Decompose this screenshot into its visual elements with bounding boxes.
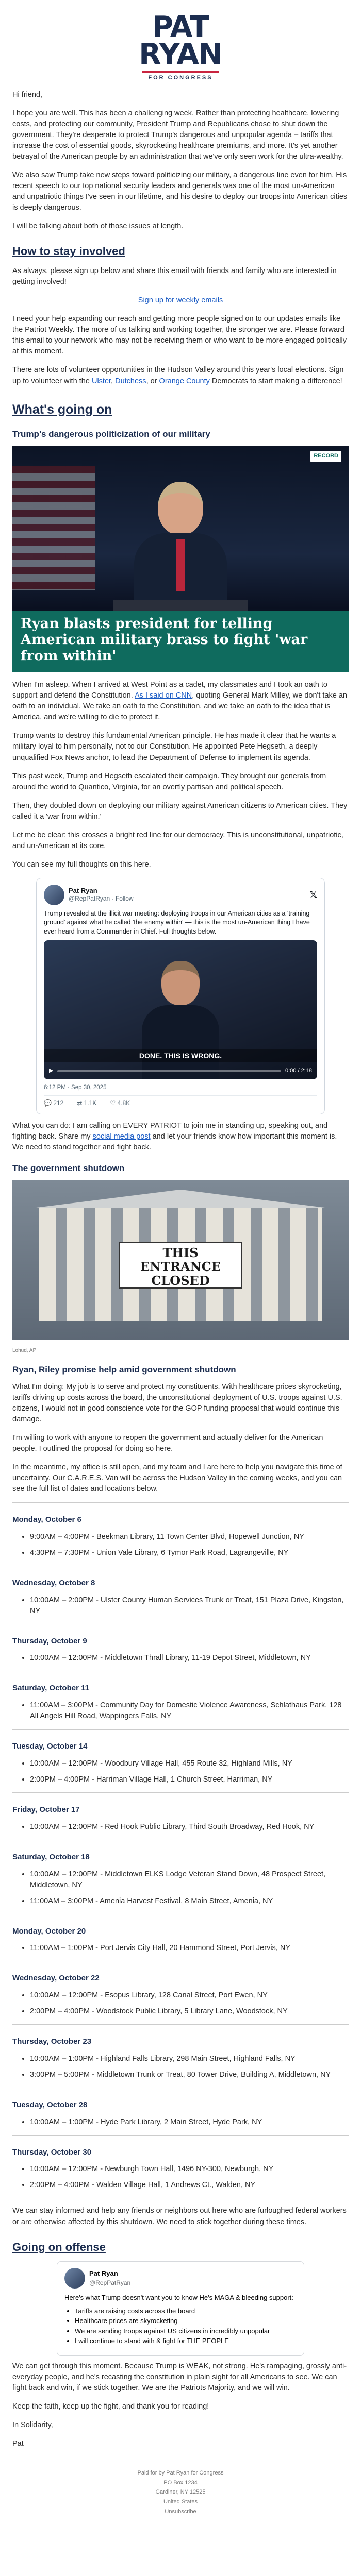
- event-list: [12, 1758, 349, 1785]
- event-list: [12, 2054, 349, 2080]
- shutdown-closing-paragraph: We can stay informed and help any friends or neighbors out here who are furloughed federal workers or are otherwise affected by this shutdown. We need to stick together during these times.: [12, 2207, 347, 2226]
- shutdown-image-caption: Ryan, Riley promise help amid government shutdown: [12, 1365, 236, 1375]
- shutdown-subheading: The government shutdown: [12, 1163, 125, 1174]
- campaign-logo: [0, 0, 361, 90]
- x-logo-icon[interactable]: 𝕏: [309, 889, 317, 900]
- orange-county-link[interactable]: Orange County: [159, 377, 210, 385]
- military-text-b: , quoting General Mark Milley, we don't take an oath to an individual. We take an oath to the Constitution, and we take an oath to the idea that is America, and we're willing to die to protect it.: [12, 691, 347, 722]
- whats-going-on-heading: What's going on: [12, 402, 112, 417]
- speaker-head: [158, 482, 203, 535]
- intro-paragraph-3: I will be talking about both of those issues at length.: [12, 222, 184, 231]
- event-day-heading: Thursday, October 9: [12, 1636, 87, 1646]
- military-paragraph-1: [12, 680, 349, 723]
- military-subheading: Trump's dangerous politicization of our military: [12, 429, 210, 439]
- event-list: [12, 2117, 349, 2128]
- video-progress-bar[interactable]: [57, 1070, 281, 1072]
- footer-country: United States: [163, 2499, 198, 2505]
- cares-van-schedule: [12, 1502, 349, 2198]
- event-list: [12, 1595, 349, 1617]
- cnn-link[interactable]: As I said on CNN: [135, 691, 192, 700]
- post-bullet: • I will continue to stand with & fight for THE PEOPLE: [75, 2336, 297, 2346]
- tweet-timestamp[interactable]: 6:12 PM · Sep 30, 2025: [44, 1084, 107, 1091]
- divider: [12, 2024, 349, 2025]
- embedded-tweet[interactable]: [36, 878, 325, 1115]
- post-author-name[interactable]: Pat Ryan: [89, 2269, 118, 2278]
- event-day-heading: Tuesday, October 14: [12, 1742, 88, 1751]
- tweet-header: [44, 885, 317, 905]
- speaker-tie: [176, 539, 185, 591]
- trump-speech-image[interactable]: [12, 446, 349, 672]
- tweet-avatar[interactable]: [44, 885, 64, 905]
- event-item: • 10:00AM – 1:00PM - Highland Falls Library, 298 Main Street, Highland Falls, NY: [30, 2054, 349, 2064]
- shutdown-paragraph-3: In the meantime, my office is still open, and my team and I are here to help you navigate this time of uncertainty. Our C.A.R.E.S. Van will be across the Hudson Valley in the coming weeks, and you can see the full list of dates and locations below.: [12, 1463, 342, 1494]
- footer-address-2: Gardiner, NY 12525: [155, 2489, 206, 2496]
- post-text: [64, 2293, 297, 2346]
- offense-paragraph-2: Keep the faith, keep up the fight, and thank you for reading!: [12, 2402, 209, 2411]
- event-list: [12, 1700, 349, 1722]
- logo-subtitle: FOR CONGRESS: [148, 75, 213, 81]
- event-item: • 9:00AM – 4:00PM - Beekman Library, 11 Town Center Blvd, Hopewell Junction, NY: [30, 1532, 349, 1543]
- greeting: Hi friend,: [12, 91, 43, 99]
- volunteer-text-c: , or: [146, 377, 159, 385]
- ulster-link[interactable]: Ulster: [91, 377, 111, 385]
- event-item: • 10:00AM – 12:00PM - Woodbury Village Hall, 455 Route 32, Highland Mills, NY: [30, 1758, 349, 1769]
- volunteer-text-b: ,: [111, 377, 116, 385]
- event-item: • 10:00AM – 12:00PM - Middletown ELKS Lodge Veteran Stand Down, 48 Prospect Street, Middletown, NY: [30, 1869, 349, 1891]
- volunteer-text-a: There are lots of volunteer opportunities in the Hudson Valley around this year's local elections. Sign up to volunteer with the: [12, 366, 344, 385]
- volunteer-text-d: Democrats to start making a difference!: [209, 377, 342, 385]
- video-time: 0:00 / 2:18: [285, 1067, 312, 1074]
- divider: [12, 1792, 349, 1793]
- post-bullet-list: [64, 2306, 297, 2346]
- post-avatar[interactable]: [64, 2268, 85, 2289]
- post-author: [89, 2269, 130, 2287]
- capitol-pediment: [32, 1190, 329, 1208]
- shutdown-paragraph-2: I'm willing to work with anyone to reopen the government and actually deliver for the American people. I outlined the proposal for doing so here.: [12, 1434, 323, 1453]
- shutdown-paragraph-1: What I'm doing: My job is to serve and protect my constituents. With healthcare prices skyrocketing, tariffs driving up costs across the board, the unconstitutional deployment of U.S. troops against U.S. citizens, I would not in good conscience vote for the GOP funding proposal that would continue this damage.: [12, 1383, 342, 1424]
- military-paragraph-6: You can see my full thoughts on this here.: [12, 860, 151, 869]
- event-item: • 10:00AM – 2:00PM - Ulster County Human Services Trunk or Treat, 151 Plaza Drive, Kingston, NY: [30, 1595, 349, 1617]
- embedded-social-post[interactable]: [57, 2261, 304, 2356]
- reply-button[interactable]: [44, 1099, 63, 1108]
- event-item: • 10:00AM – 12:00PM - Red Hook Public Library, Third South Broadway, Red Hook, NY: [30, 1822, 349, 1833]
- heart-icon: ♡: [110, 1099, 116, 1107]
- cta-text-b: and let your friends know how important this moment is. We need to stand together and fight back.: [12, 1132, 337, 1152]
- event-day-heading: Saturday, October 11: [12, 1684, 89, 1693]
- offense-paragraph-1: We can get through this moment. Because Trump is WEAK, not strong. He's rampaging, grossly anti-everyday people, and he's recasting the constitution in plain sight for all Americans to see. We can fight back and win, if we stick together. We are the Patriots Majority, and we will win.: [12, 2362, 347, 2392]
- event-day-heading: Thursday, October 30: [12, 2147, 92, 2157]
- footer-address-1: PO Box 1234: [163, 2479, 198, 2486]
- sign-line-2: ENTRANCE: [140, 1259, 221, 1274]
- event-list: [12, 1869, 349, 1907]
- military-paragraph-2: Trump wants to destroy this fundamental American principle. He has made it clear that he wants a military loyal to him personally, not to our Constitution. He appointed Pete Hegseth, a deeply unqualified Fox News anchor, to lead the Department of Defense to implement its agenda.: [12, 732, 336, 762]
- sign-line-1: THIS: [162, 1245, 199, 1260]
- footer-paid-for: Paid for by Pat Ryan for Congress: [137, 2470, 224, 2476]
- event-item: • 2:00PM – 4:00PM - Harriman Village Hall, 1 Church Street, Harriman, NY: [30, 1774, 349, 1785]
- unsubscribe-link[interactable]: Unsubscribe: [165, 2508, 196, 2515]
- military-paragraph-5: Let me be clear: this crosses a bright red line for our democracy. This is unconstitutional, unpatriotic, and un-American at its core.: [12, 831, 343, 850]
- post-author-handle[interactable]: @RepPatRyan: [89, 2279, 131, 2287]
- divider: [12, 2135, 349, 2136]
- event-item: • 2:00PM – 4:00PM - Walden Village Hall, 1 Andrews Ct., Walden, NY: [30, 2180, 349, 2191]
- event-day-heading: Friday, October 17: [12, 1805, 80, 1815]
- tweet-handle[interactable]: @RepPatRyan · Follow: [69, 895, 134, 903]
- military-call-to-action: [12, 1121, 349, 1153]
- reply-icon: 💬: [44, 1099, 52, 1107]
- tweet-text: Trump revealed at the illicit war meeting: deploying troops in our American cities as a 'training ground' against what he called 'the enemy within' — this is the most un-American thing I have ever heard from a Commander in Chief. Full thoughts below.: [44, 909, 310, 935]
- stay-involved-paragraph-1: As always, please sign up below and share this email with friends and family who are interested in getting involved!: [12, 267, 337, 286]
- event-list: [12, 1532, 349, 1558]
- post-bullet: • Healthcare prices are skyrocketing: [75, 2316, 297, 2326]
- email-footer: [0, 2457, 361, 2532]
- military-text-a: When I'm asleep. When I arrived at West Point as a cadet, my classmates and I took an oath to support and defend the Constitution.: [12, 681, 327, 700]
- event-day-heading: Tuesday, October 28: [12, 2100, 88, 2109]
- retweet-button[interactable]: [77, 1099, 96, 1108]
- email-body: [0, 90, 361, 2449]
- tweet-author-name[interactable]: Pat Ryan: [69, 887, 97, 894]
- divider: [12, 1502, 349, 1503]
- post-intro: Here's what Trump doesn't want you to know He's MAGA & bleeding support:: [64, 2294, 293, 2302]
- signup-link-row: [12, 295, 349, 306]
- post-bullet: • Tariffs are raising costs across the board: [75, 2306, 297, 2316]
- signup-link[interactable]: Sign up for weekly emails: [138, 296, 223, 305]
- social-media-post-link[interactable]: social media post: [92, 1132, 151, 1141]
- event-item: • 3:00PM – 5:00PM - Middletown Trunk or Treat, 80 Tower Drive, Building A, Middletown, NY: [30, 2070, 349, 2080]
- event-list: [12, 1653, 349, 1664]
- closed-sign: [119, 1242, 242, 1289]
- event-list: [12, 1990, 349, 2017]
- retweet-icon: ⇄: [77, 1099, 83, 1107]
- military-paragraph-3: This past week, Trump and Hegseth escalated their campaign. They brought our generals from around the world to Quantico, Virginia, for an overtly partisan and political speech.: [12, 772, 326, 791]
- flag-graphic: [12, 466, 95, 590]
- event-item: • 2:00PM – 4:00PM - Woodstock Public Library, 5 Library Lane, Woodstock, NY: [30, 2006, 349, 2017]
- video-speaker-head: [161, 961, 200, 1005]
- stay-involved-paragraph-2: I need your help expanding our reach and getting more people signed on to our updates emails like the Patriot Weekly. The more of us talking and working together, the stronger we are. Please forward this email to your network who may not be receiving them or who want to be more engaged politically at this moment.: [12, 315, 347, 356]
- like-count: 4.8K: [117, 1099, 130, 1107]
- event-item: • 10:00AM – 12:00PM - Newburgh Town Hall, 1496 NY-300, Newburgh, NY: [30, 2164, 349, 2175]
- event-item: • 11:00AM – 1:00PM - Port Jervis City Hall, 20 Hammond Street, Port Jervis, NY: [30, 1943, 349, 1954]
- sign-off: In Solidarity,: [12, 2420, 53, 2429]
- image-credit: Lohud, AP: [12, 1347, 37, 1353]
- event-item: • 10:00AM – 1:00PM - Hyde Park Library, 2 Main Street, Hyde Park, NY: [30, 2117, 349, 2128]
- event-day-heading: Monday, October 20: [12, 1926, 86, 1936]
- event-item: • 11:00AM – 3:00PM - Community Day for Domestic Violence Awareness, Schlathaus Park, 128 All Angels Hill Road, Wappingers Falls, NY: [30, 1700, 349, 1722]
- event-day-heading: Wednesday, October 22: [12, 1974, 100, 1983]
- publication-badge: RECORD: [310, 451, 341, 462]
- divider: [12, 1729, 349, 1730]
- tweet-author: [69, 887, 134, 903]
- event-day-heading: Wednesday, October 8: [12, 1578, 95, 1587]
- intro-paragraph-2: We also saw Trump take new steps toward politicizing our military, a dangerous line even for him. His recent speech to our top national security leaders and generals was one of the most un-American and unpatriotic things I've seen in our lifetime, and his desire to deploy our troops into American cities is deeply dangerous.: [12, 171, 348, 212]
- event-day-heading: Saturday, October 18: [12, 1852, 90, 1861]
- going-on-offense-heading: Going on offense: [12, 2240, 106, 2253]
- capitol-closed-image[interactable]: [12, 1180, 349, 1340]
- military-paragraph-4: Then, they doubled down on deploying our military against American citizens to American cities. They called it a 'war from within.': [12, 801, 348, 821]
- reply-count: 212: [53, 1099, 64, 1107]
- sign-line-3: CLOSED: [151, 1273, 210, 1288]
- video-controls[interactable]: [49, 1067, 312, 1075]
- image-caption: Ryan blasts president for telling American military brass to fight 'war from within': [21, 616, 308, 664]
- tweet-video[interactable]: [44, 940, 317, 1079]
- event-list: [12, 1822, 349, 1833]
- like-button[interactable]: [110, 1099, 130, 1108]
- dutchess-link[interactable]: Dutchess: [115, 377, 146, 385]
- event-list: [12, 1943, 349, 1954]
- event-day-heading: Monday, October 6: [12, 1515, 81, 1524]
- intro-paragraph-1: I hope you are well. This has been a challenging week. Rather than protecting healthcare, lowering costs, and protecting our community, President Trump and Republicans chose to shut down the government. They're desperate to protect Trump's dangerous and unpopular agenda – tariffs that increase the cost of essential goods, skyrocketing healthcare premiums, and more. It's yet another betrayal of the American people by an administration that we've only seen work for the ultra-wealthy.: [12, 109, 343, 161]
- logo-name: PAT RYAN: [139, 10, 222, 72]
- event-list: [12, 2164, 349, 2191]
- post-header: [64, 2268, 297, 2289]
- stay-involved-paragraph-3: [12, 365, 349, 386]
- event-item: • 10:00AM – 12:00PM - Middletown Thrall Library, 11-19 Depot Street, Middletown, NY: [30, 1653, 349, 1664]
- event-day-heading: Thursday, October 23: [12, 2037, 92, 2046]
- stay-involved-heading: How to stay involved: [12, 245, 125, 258]
- video-caption: DONE. THIS IS WRONG.: [44, 1049, 317, 1062]
- image-caption-band: [12, 611, 349, 672]
- event-item: • 11:00AM – 3:00PM - Amenia Harvest Festival, 8 Main Street, Amenia, NY: [30, 1896, 349, 1907]
- signature: Pat: [12, 2439, 24, 2448]
- cta-text-a: What you can do: I am calling on EVERY PATRIOT to join me in standing up, speaking out, and fighting back. Share my: [12, 1122, 328, 1141]
- post-bullet: • We are sending troops against US citizens in incredibly unpopular: [75, 2326, 297, 2336]
- event-item: • 10:00AM – 12:00PM - Esopus Library, 128 Canal Street, Port Ewen, NY: [30, 1990, 349, 2001]
- event-item: • 4:30PM – 7:30PM - Union Vale Library, 6 Tymor Park Road, Lagrangeville, NY: [30, 1548, 349, 1558]
- tweet-actions: [44, 1095, 317, 1108]
- play-icon[interactable]: ▶: [49, 1067, 54, 1074]
- retweet-count: 1.1K: [84, 1099, 97, 1107]
- logo-divider: [142, 71, 219, 73]
